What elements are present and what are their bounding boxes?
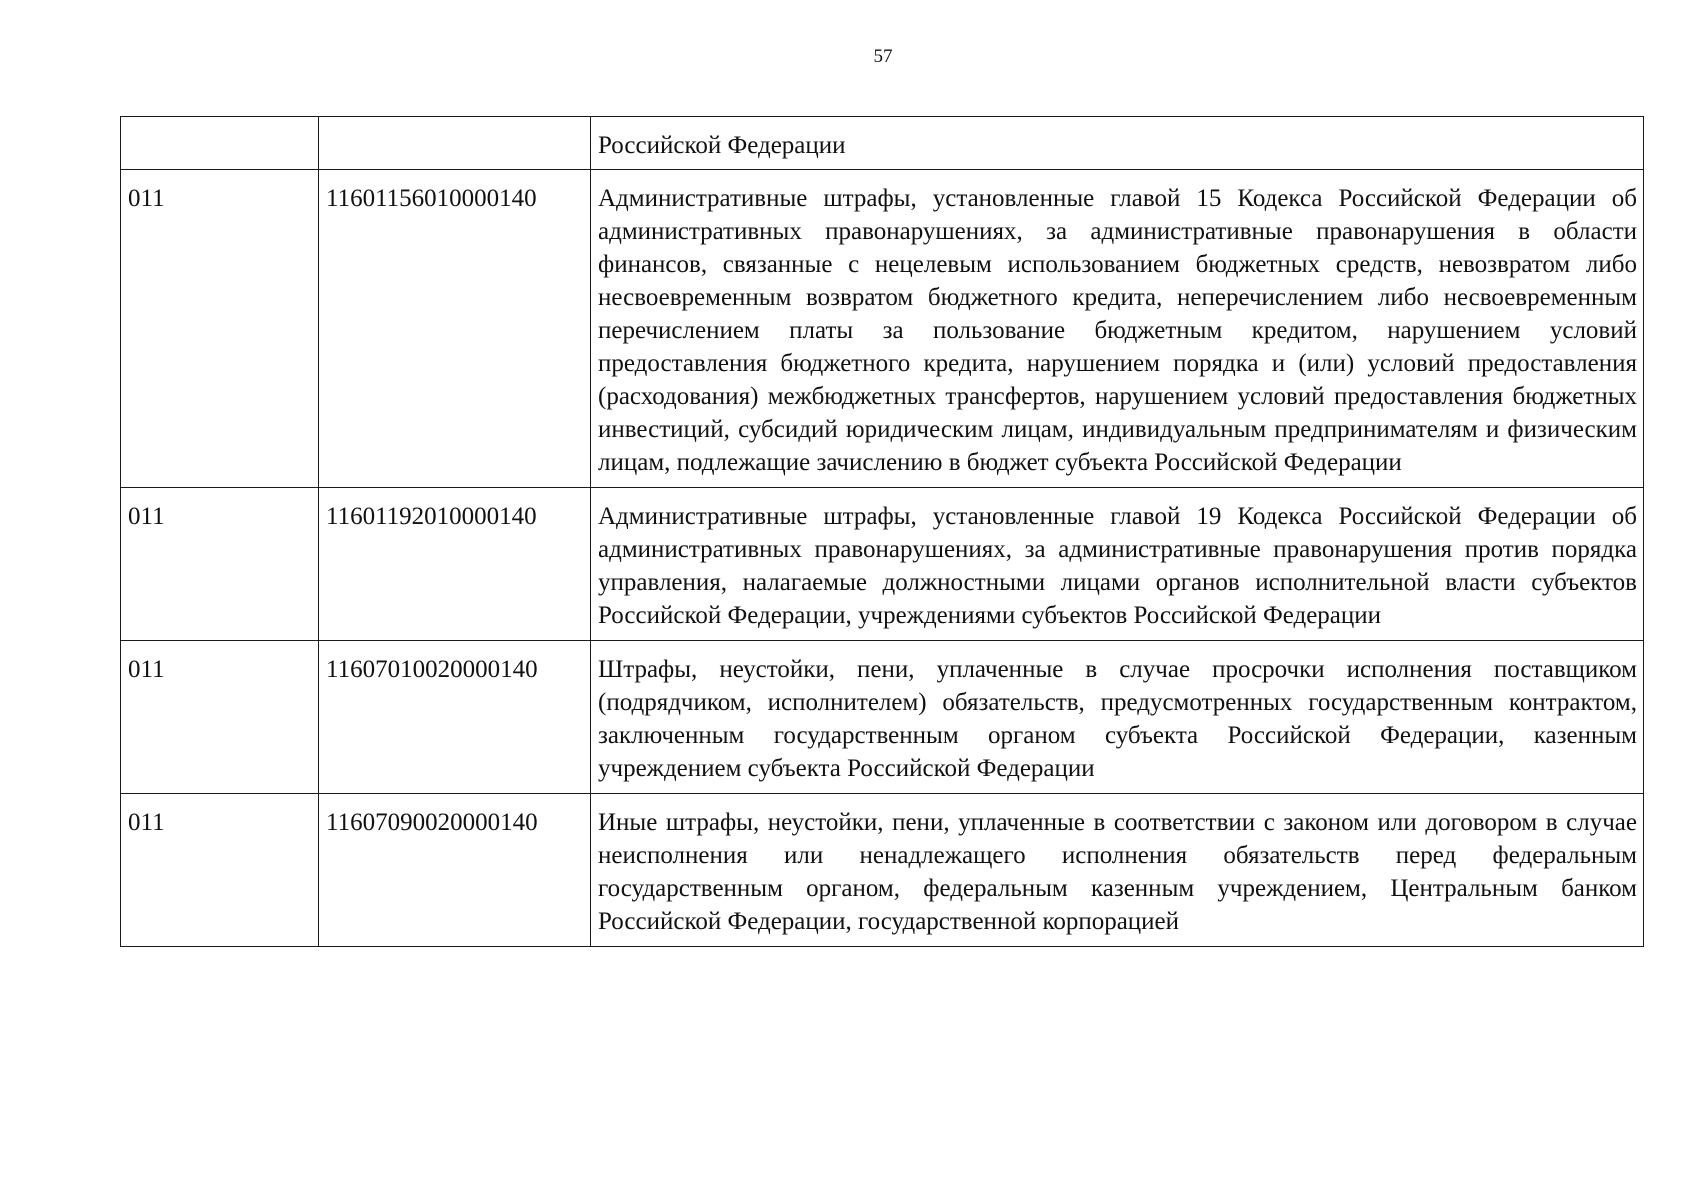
budget-code-cell [319, 117, 591, 170]
table-row [121, 117, 1644, 170]
admin-code-cell: 011 [121, 488, 319, 641]
admin-code-cell: 011 [121, 794, 319, 947]
table-row [121, 794, 1644, 947]
budget-code-cell: 11601156010000140 [319, 170, 591, 488]
description-cell: Штрафы, неустойки, пени, уплаченные в случае просрочки исполнения поставщиком (подрядчиком, исполнителем) обязательств, предусмотренных государственным контрактом, заключенным государственным органом субъекта Российской Федерации, казенным учреждением субъекта Российской Федерации [591, 641, 1644, 794]
admin-code-cell: 011 [121, 641, 319, 794]
description-cell: Административные штрафы, установленные главой 15 Кодекса Российской Федерации об административных правонарушениях, за административные правонарушения в области финансов, связанные с нецелевым использованием бюджетных средств, невозвратом либо несвоевременным возвратом бюджетного кредита, неперечислением либо несвоевременным перечислением платы за пользование бюджетным кредитом, нарушением условий предоставления бюджетного кредита, нарушением порядка и (или) условий предоставления (расходования) межбюджетных трансфертов, нарушением условий предоставления бюджетных инвестиций, субсидий юридическим лицам, индивидуальным предпринимателям и физическим лицам, подлежащие зачислению в бюджет субъекта Российской Федерации [591, 170, 1644, 488]
description-cell: Иные штрафы, неустойки, пени, уплаченные в соответствии с законом или договором в случае неисполнения или ненадлежащего исполнения обязательств перед федеральным государственным органом, федеральным казенным учреждением, Центральным банком Российской Федерации, государственной корпорацией [591, 794, 1644, 947]
page-number: 57 [873, 46, 893, 67]
admin-code-cell: 011 [121, 170, 319, 488]
description-cell: Российской Федерации [591, 117, 1644, 170]
table-row [121, 488, 1644, 641]
description-cell: Административные штрафы, установленные главой 19 Кодекса Российской Федерации об административных правонарушениях, за административные правонарушения против порядка управления, налагаемые должностными лицами органов исполнительной власти субъектов Российской Федерации, учреждениями субъектов Российской Федерации [591, 488, 1644, 641]
admin-code-cell [121, 117, 319, 170]
table-row [121, 170, 1644, 488]
budget-codes-table [120, 116, 1644, 947]
budget-code-cell: 11607090020000140 [319, 794, 591, 947]
budget-code-cell: 11607010020000140 [319, 641, 591, 794]
table-row [121, 641, 1644, 794]
budget-code-cell: 11601192010000140 [319, 488, 591, 641]
